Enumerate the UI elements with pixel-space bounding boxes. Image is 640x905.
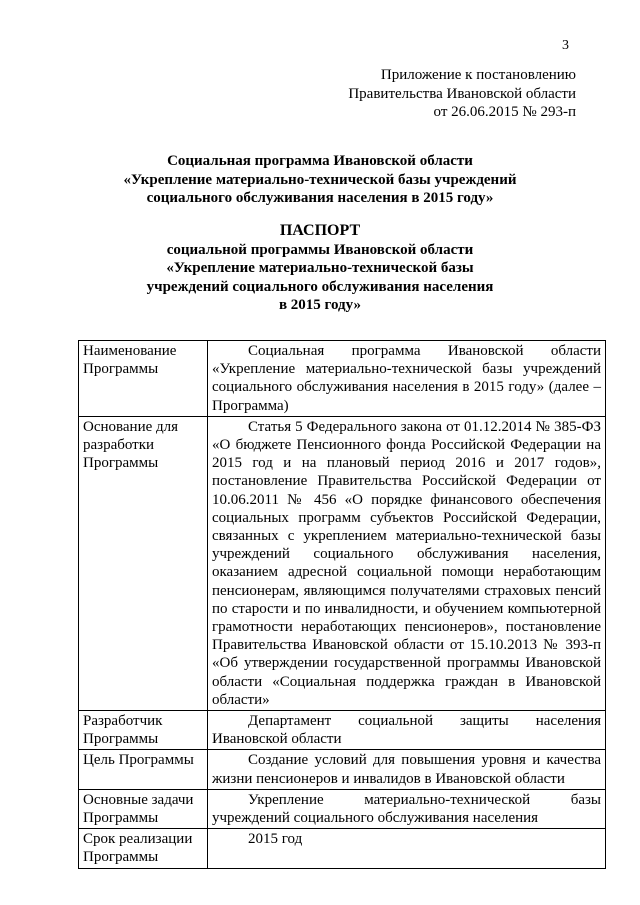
passport-title-line: в 2015 году» — [278, 297, 362, 313]
table-row — [79, 341, 606, 417]
document-title-line: Социальная программа Ивановской области — [167, 153, 473, 169]
table-row — [79, 711, 606, 750]
row-value-text: 2015 год — [248, 831, 303, 848]
row-value — [208, 789, 606, 828]
row-value — [208, 341, 606, 417]
page-number: 3 — [562, 38, 569, 53]
table-row — [79, 789, 606, 828]
document-title-line: «Укрепление материально-технической базы учреждений — [123, 171, 517, 188]
row-name: Цель Программы — [79, 750, 208, 789]
row-name: Разработчик Программы — [79, 711, 208, 750]
row-value — [208, 829, 606, 868]
passport-title-line: «Укрепление материально-технической базы — [166, 260, 474, 276]
row-value — [208, 711, 606, 750]
document-title-line: социального обслуживания населения в 2015 году» — [146, 190, 494, 206]
row-name: Основание для разработки Программы — [79, 416, 208, 710]
passport-heading: ПАСПОРТ — [279, 222, 361, 239]
appendix-line: Правительства Ивановской области — [348, 85, 576, 102]
row-name: Срок реализации Программы — [79, 829, 208, 868]
row-value-text: Статья 5 Федерального закона от 01.12.2014 № 385-ФЗ «О бюджете Пенсионного фонда Российской Федерации на 2015 год и на плановый период 2016 и 2017 годов», постановление Правительства Российской Федерации от 10.06.2011 № 456 «О порядке финансового обеспечения социальных программ субъектов Российской Федерации, связанных с укреплением материально-технической базы учреждений социального обслуживания населения, оказанием адресной социальной помощи неработающим пенсионерам, являющимся получателями страховых пенсий по старости и по инвалидности, и обучением компьютерной грамотности неработающих пенсионеров», постановление Правительства Ивановской области от 15.10.2013 № 393-п «Об утверждении государственной программы Ивановской области «Социальная поддержка граждан в Ивановской области» — [212, 418, 601, 708]
row-value-text: Укрепление материально-технической базы учреждений социального обслуживания населения — [212, 791, 601, 827]
table-row — [79, 829, 606, 868]
row-value-text: Департамент социальной защиты населения Ивановской области — [212, 713, 601, 748]
passport-table — [78, 340, 606, 869]
row-name: Основные задачи Программы — [79, 789, 208, 828]
document-title — [0, 152, 640, 208]
appendix-line: Приложение к постановлению — [380, 67, 576, 83]
row-value-text: Социальная программа Ивановской области «Укрепление материально-технической базы учреждений социального обслуживания населения в 2015 году» (далее – Программа) — [212, 343, 601, 414]
appendix-block — [348, 66, 576, 122]
table-row — [79, 416, 606, 710]
row-value — [208, 416, 606, 710]
row-name: Наименование Программы — [79, 341, 208, 417]
passport-title — [0, 222, 640, 315]
row-value — [208, 750, 606, 789]
appendix-line: от 26.06.2015 № 293-п — [433, 104, 576, 120]
passport-title-line: учреждений социального обслуживания населения — [146, 278, 494, 295]
passport-title-line: социальной программы Ивановской области — [166, 241, 474, 258]
table-row — [79, 750, 606, 789]
row-value-text: Создание условий для повышения уровня и качества жизни пенсионеров и инвалидов в Ивановской области — [212, 752, 601, 787]
